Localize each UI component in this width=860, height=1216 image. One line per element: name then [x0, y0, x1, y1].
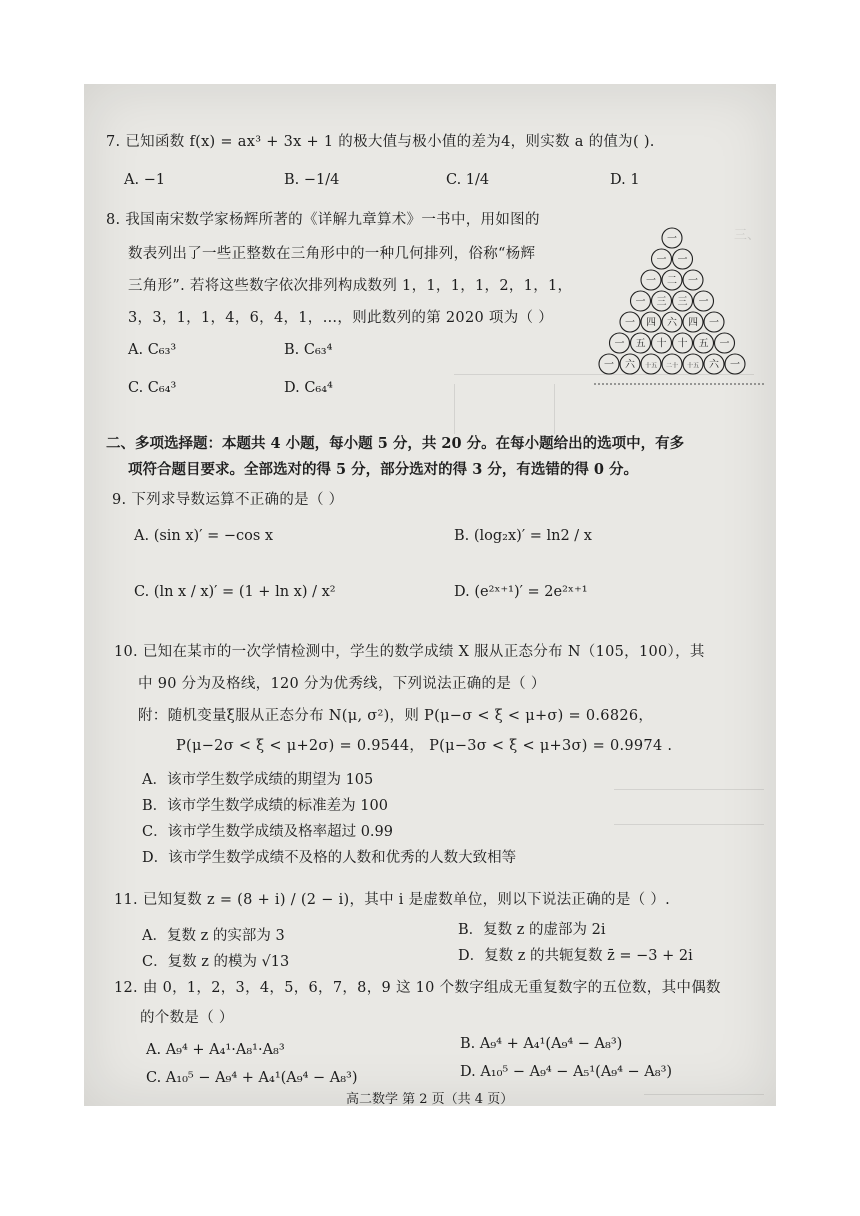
triangle-cell — [652, 291, 672, 311]
question-10-line-1: 10. 已知在某市的一次学情检测中，学生的数学成绩 X 服从正态分布 N（105，100），其 — [114, 644, 705, 660]
question-8-option-a: A. C₆₃³ — [128, 342, 177, 358]
triangle-cell — [631, 333, 651, 353]
triangle-cell — [662, 354, 682, 374]
question-10-option-d: D．该市学生数学成绩不及格的人数和优秀的人数大致相等 — [142, 850, 517, 866]
question-9-stem: 9. 下列求导数运算不正确的是（ ） — [112, 492, 344, 508]
question-10-option-b: B．该市学生数学成绩的标准差为 100 — [142, 798, 388, 814]
triangle-cell-label: 一 — [677, 254, 688, 266]
bleed-through-line — [644, 1094, 764, 1095]
question-12-option-a: A. A₉⁴ + A₄¹·A₈¹·A₈³ — [146, 1042, 285, 1058]
triangle-cell — [662, 312, 682, 332]
question-10-line-2: 中 90 分为及格线，120 分为优秀线，下列说法正确的是（ ） — [138, 676, 546, 692]
question-8-option-b: B. C₆₃⁴ — [284, 342, 333, 358]
triangle-cell-label: 三 — [677, 296, 688, 308]
bleed-through-line — [554, 384, 555, 434]
triangle-cell-label: 一 — [656, 254, 667, 266]
triangle-cell — [610, 333, 630, 353]
question-9-option-b: B. (log₂x)′ = ln2 / x — [454, 528, 592, 544]
question-11-option-d: D．复数 z 的共轭复数 z̄ = −3 + 2i — [458, 948, 693, 964]
triangle-cell-label: 一 — [646, 275, 656, 287]
question-8-line-4: 3，3，1，1，4，6，4，1，…，则此数列的第 2020 项为（ ） — [128, 310, 554, 326]
triangle-cell — [673, 249, 693, 269]
triangle-cell-label: 一 — [730, 359, 740, 371]
question-12-option-d: D. A₁₀⁵ − A₉⁴ − A₅¹(A₉⁴ − A₈³) — [460, 1064, 673, 1080]
triangle-cell — [683, 270, 703, 290]
question-12-option-b: B. A₉⁴ + A₄¹(A₉⁴ − A₈³) — [460, 1036, 623, 1052]
question-12-line-1: 12. 由 0，1，2，3，4，5，6，7，8，9 这 10 个数字组成无重复数字的五位数，其中偶数 — [114, 980, 721, 996]
triangle-cell — [652, 333, 672, 353]
question-12-option-c: C. A₁₀⁵ − A₉⁴ + A₄¹(A₉⁴ − A₈³) — [146, 1070, 358, 1086]
triangle-cell — [620, 312, 640, 332]
triangle-cell — [620, 354, 640, 374]
triangle-cell — [662, 228, 682, 248]
bleed-through-line — [614, 789, 764, 790]
triangle-cell — [704, 312, 724, 332]
triangle-cell-label: 十 — [656, 338, 667, 350]
question-8-line-2: 数表列出了一些正整数在三角形中的一种几何排列，俗称“杨辉 — [128, 246, 536, 262]
question-8-line-1: 8. 我国南宋数学家杨辉所著的《详解九章算术》一书中，用如图的 — [106, 212, 540, 228]
triangle-cell — [673, 291, 693, 311]
question-11-option-c: C．复数 z 的模为 √13 — [142, 954, 290, 970]
triangle-cell-label: 一 — [604, 359, 614, 371]
triangle-cell — [641, 354, 661, 374]
triangle-cell — [694, 333, 714, 353]
question-7-stem: 7. 已知函数 f(x) = ax³ + 3x + 1 的极大值与极小值的差为4，则实数 a 的值为( ). — [106, 134, 655, 150]
question-8-option-d: D. C₆₄⁴ — [284, 380, 333, 396]
exam-page — [84, 84, 776, 1106]
triangle-cell-label: 十五 — [644, 362, 658, 370]
question-10-line-3: 附：随机变量ξ服从正态分布 N(μ, σ²)，则 P(μ−σ < ξ < μ+σ) = 0.6826， — [138, 708, 654, 724]
triangle-cell-label: 一 — [719, 338, 730, 350]
triangle-cell-label: 五 — [635, 338, 646, 350]
triangle-cell — [694, 291, 714, 311]
triangle-cell-label: 十 — [677, 338, 688, 350]
triangle-cell — [641, 312, 661, 332]
triangle-cell — [704, 354, 724, 374]
triangle-cell — [715, 333, 735, 353]
triangle-cell-label: 四 — [646, 317, 656, 329]
question-9-option-a: A. (sin x)′ = −cos x — [134, 528, 274, 544]
triangle-cell — [641, 270, 661, 290]
question-11-option-b: B．复数 z 的虚部为 2i — [458, 922, 606, 938]
triangle-cell-label: 四 — [688, 317, 698, 329]
triangle-cell-label: 一 — [667, 233, 677, 245]
question-7-option-a: A. −1 — [124, 172, 166, 188]
question-8-line-3: 三角形”. 若将这些数字依次排列构成数列 1，1，1，1，2，1，1， — [128, 278, 573, 294]
triangle-cell — [662, 270, 682, 290]
triangle-cell-label: 一 — [635, 296, 646, 308]
triangle-cell — [673, 333, 693, 353]
triangle-cell-label: 二十 — [665, 362, 679, 370]
triangle-cell — [683, 312, 703, 332]
triangle-cell-label: 一 — [698, 296, 709, 308]
bleed-through-line — [614, 824, 764, 825]
yang-hui-triangle-figure — [594, 224, 764, 396]
question-7-option-b: B. −1/4 — [284, 172, 340, 188]
question-12-line-2: 的个数是（ ） — [140, 1010, 234, 1026]
question-10-line-4: P(μ−2σ < ξ < μ+2σ) = 0.9544， P(μ−3σ < ξ < μ+3σ) = 0.9974 . — [176, 738, 673, 754]
question-11-option-a: A．复数 z 的实部为 3 — [142, 928, 285, 944]
question-8-option-c: C. C₆₄³ — [128, 380, 177, 396]
question-7-option-c: C. 1/4 — [446, 172, 490, 188]
bleed-through-text: 三、 — [734, 228, 761, 243]
question-9-option-d: D. (e²ˣ⁺¹)′ = 2e²ˣ⁺¹ — [454, 584, 588, 600]
triangle-cell — [725, 354, 745, 374]
triangle-cell — [652, 249, 672, 269]
section-2-heading-line-2: 项符合题目要求。全部选对的得 5 分，部分选对的得 3 分，有选错的得 0 分。 — [128, 461, 639, 478]
triangle-cell-label: 一 — [688, 275, 698, 287]
triangle-cell — [599, 354, 619, 374]
triangle-cell-label: 六 — [667, 317, 677, 329]
triangle-cell — [683, 354, 703, 374]
triangle-cell-label: 一 — [614, 338, 625, 350]
triangle-cell-label: 十五 — [686, 362, 700, 370]
triangle-cell-label: 一 — [625, 317, 635, 329]
question-7-option-d: D. 1 — [610, 172, 640, 188]
triangle-cell — [631, 291, 651, 311]
question-10-option-c: C．该市学生数学成绩及格率超过 0.99 — [142, 824, 393, 840]
section-2-heading-line-1: 二、多项选择题：本题共 4 小题，每小题 5 分，共 20 分。在每小题给出的选项中，有多 — [106, 435, 685, 452]
bleed-through-line — [454, 384, 455, 434]
question-11-stem: 11. 已知复数 z = (8 + i) / (2 − i)，其中 i 是虚数单位，则以下说法正确的是（ ）. — [114, 892, 671, 908]
triangle-cell-label: 二 — [667, 275, 677, 287]
triangle-cell-label: 一 — [709, 317, 719, 329]
triangle-cell-label: 五 — [698, 338, 709, 350]
page-footer: 高二数学 第 2 页（共 4 页） — [346, 1092, 514, 1106]
triangle-cell-label: 六 — [709, 359, 719, 371]
triangle-cell-label: 三 — [656, 296, 667, 308]
triangle-cell-label: 六 — [625, 359, 635, 371]
question-10-option-a: A．该市学生数学成绩的期望为 105 — [142, 772, 374, 788]
question-9-option-c: C. (ln x / x)′ = (1 + ln x) / x² — [134, 584, 336, 600]
